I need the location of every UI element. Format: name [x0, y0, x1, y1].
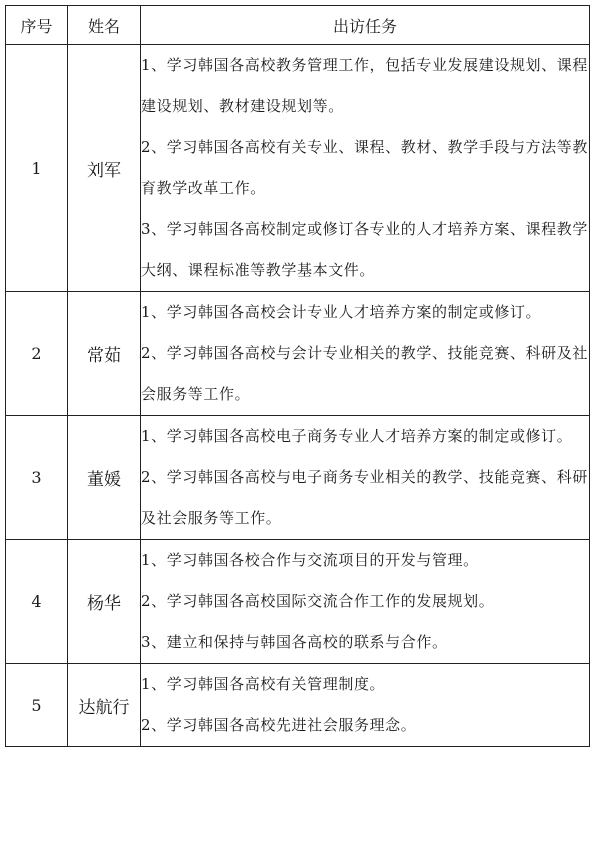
table-row [6, 45, 590, 292]
row-number: 5 [6, 664, 68, 747]
task-list [141, 45, 590, 292]
person-name: 常茹 [68, 292, 141, 416]
task-list [141, 664, 590, 747]
task-item: 2、学习韩国各高校与电子商务专业相关的教学、技能竞赛、科研及社会服务等工作。 [141, 468, 588, 527]
task-list [141, 540, 590, 664]
person-name: 达航行 [68, 664, 141, 747]
table-row [6, 292, 590, 416]
task-item: 1、学习韩国各高校电子商务专业人才培养方案的制定或修订。 [141, 427, 573, 445]
person-name: 杨华 [68, 540, 141, 664]
task-item: 3、学习韩国各高校制定或修订各专业的人才培养方案、课程教学大纲、课程标准等教学基本文件。 [141, 220, 588, 279]
table-row [6, 540, 590, 664]
row-number: 3 [6, 416, 68, 540]
table-row [6, 664, 590, 747]
task-item: 1、学习韩国各高校会计专业人才培养方案的制定或修订。 [141, 303, 542, 321]
header-number: 序号 [6, 6, 68, 45]
task-item: 3、建立和保持与韩国各高校的联系与合作。 [141, 633, 448, 651]
table-row [6, 416, 590, 540]
person-name: 董媛 [68, 416, 141, 540]
header-name: 姓名 [68, 6, 141, 45]
task-item: 2、学习韩国各高校先进社会服务理念。 [141, 716, 417, 734]
visit-assignment-table [5, 5, 590, 747]
row-number: 1 [6, 45, 68, 292]
header-tasks: 出访任务 [141, 6, 590, 45]
person-name: 刘军 [68, 45, 141, 292]
task-list [141, 292, 590, 416]
row-number: 2 [6, 292, 68, 416]
task-item: 1、学习韩国各高校有关管理制度。 [141, 675, 386, 693]
task-item: 2、学习韩国各高校与会计专业相关的教学、技能竞赛、科研及社会服务等工作。 [141, 344, 588, 403]
header-row [6, 6, 590, 45]
task-item: 2、学习韩国各高校国际交流合作工作的发展规划。 [141, 592, 495, 610]
task-item: 2、学习韩国各高校有关专业、课程、教材、教学手段与方法等教育教学改革工作。 [141, 138, 588, 197]
row-number: 4 [6, 540, 68, 664]
task-item: 1、学习韩国各高校教务管理工作，包括专业发展建设规划、课程建设规划、教材建设规划等。 [141, 56, 588, 115]
task-list [141, 416, 590, 540]
task-item: 1、学习韩国各校合作与交流项目的开发与管理。 [141, 551, 479, 569]
